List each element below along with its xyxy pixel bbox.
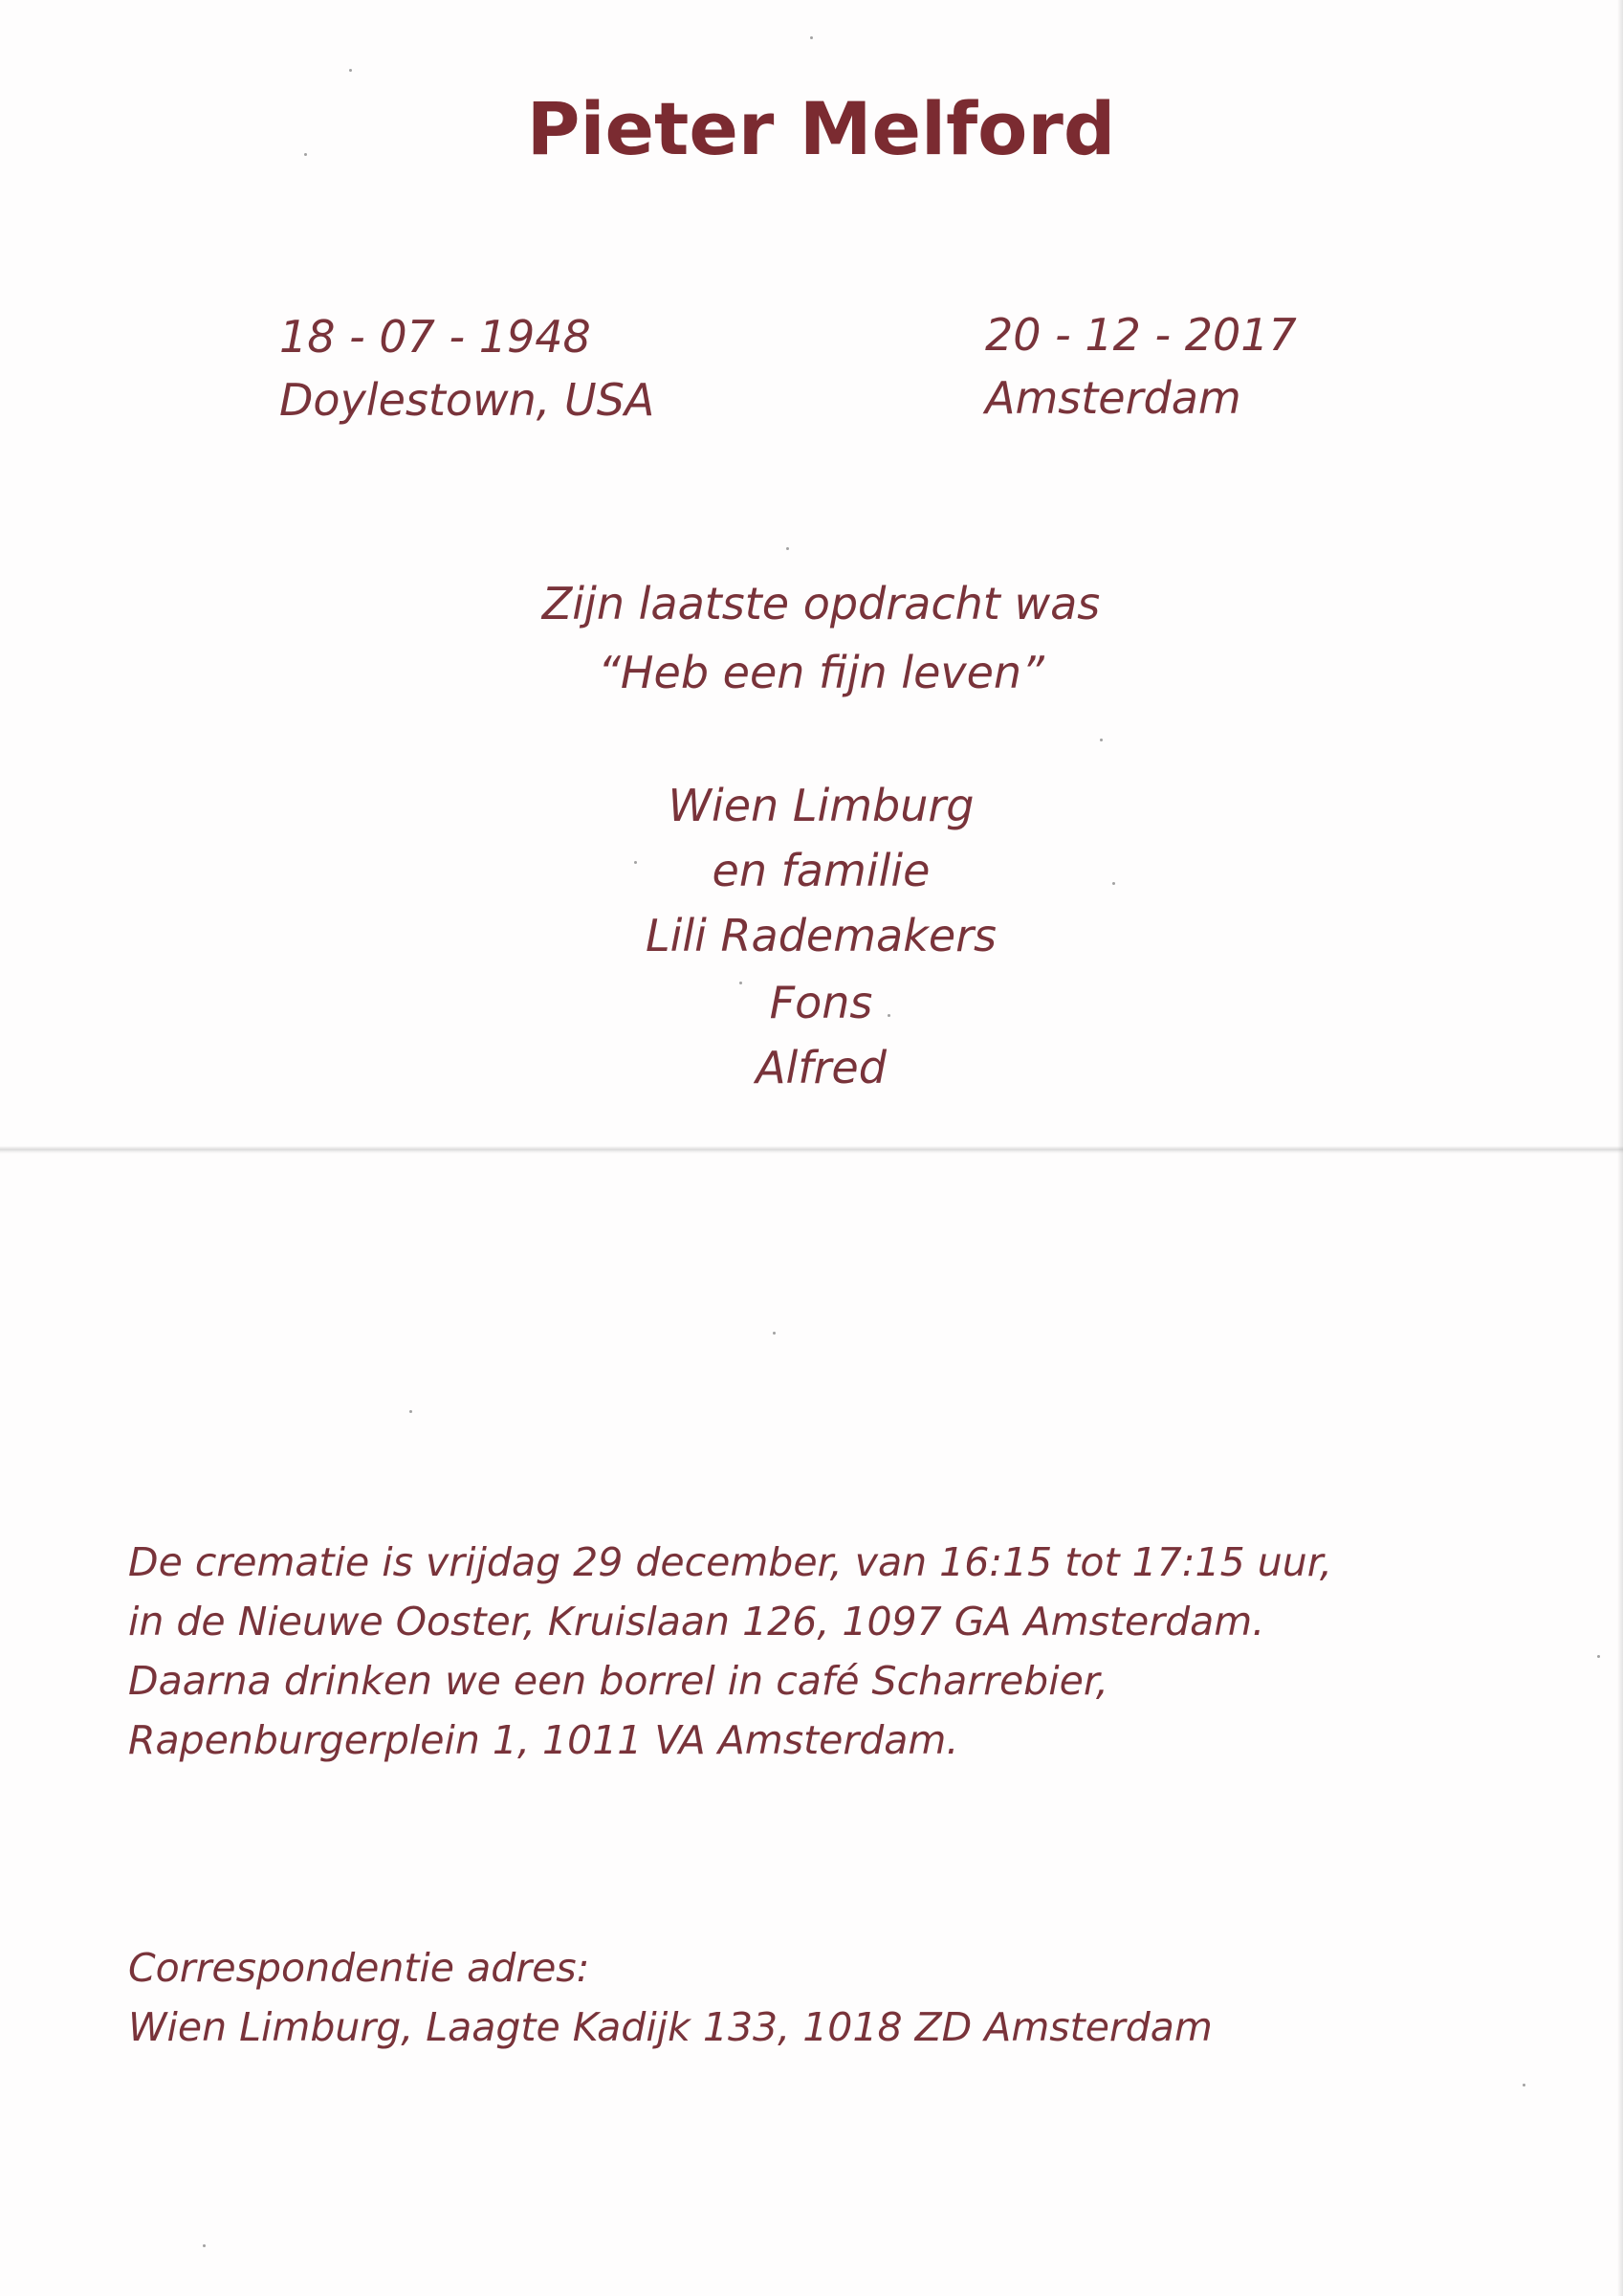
scan-speck [409,1410,412,1413]
quote-line-2: “Heb een fijn leven” [598,647,1044,698]
paper-fold-line [0,1146,1623,1154]
scan-speck [786,547,789,550]
family-member: Wien Limburg [668,780,975,831]
ceremony-line: in de Nieuwe Ooster, Kruislaan 126, 1097 GA Amsterdam. [128,1599,1265,1645]
scan-speck [773,1332,776,1335]
scan-speck [1597,1655,1600,1658]
birth-date: 18 - 07 - 1948 [279,311,591,363]
family-member: en familie [712,845,931,896]
scan-speck [739,982,742,984]
scan-speck [1100,739,1103,741]
scan-speck [349,69,352,72]
scan-speck [304,153,307,156]
ceremony-line: Rapenburgerplein 1, 1011 VA Amsterdam. [128,1717,959,1763]
correspondence-address: Wien Limburg, Laagte Kadijk 133, 1018 ZD Amsterdam [128,2004,1213,2050]
correspondence-heading: Correspondentie adres: [128,1945,590,1991]
quote-line-1: Zijn laatste opdracht was [541,578,1101,629]
ceremony-line: Daarna drinken we een borrel in café Scharrebier, [128,1658,1108,1704]
death-date: 20 - 12 - 2017 [985,309,1297,361]
scan-speck [203,2244,206,2247]
scan-speck [1112,882,1115,885]
death-place: Amsterdam [985,372,1241,424]
ceremony-line: De crematie is vrijdag 29 december, van 16:15 tot 17:15 uur, [128,1539,1332,1585]
scan-speck [634,861,637,864]
family-member: Fons [769,977,873,1028]
birth-place: Doylestown, USA [279,374,655,426]
scan-speck [1523,2084,1525,2086]
family-member: Lili Rademakers [645,910,998,961]
scan-speck [888,1014,890,1017]
deceased-name: Pieter Melford [526,86,1116,171]
scan-speck [810,36,813,39]
scan-edge-shadow [1617,0,1623,2296]
family-member: Alfred [756,1042,887,1093]
